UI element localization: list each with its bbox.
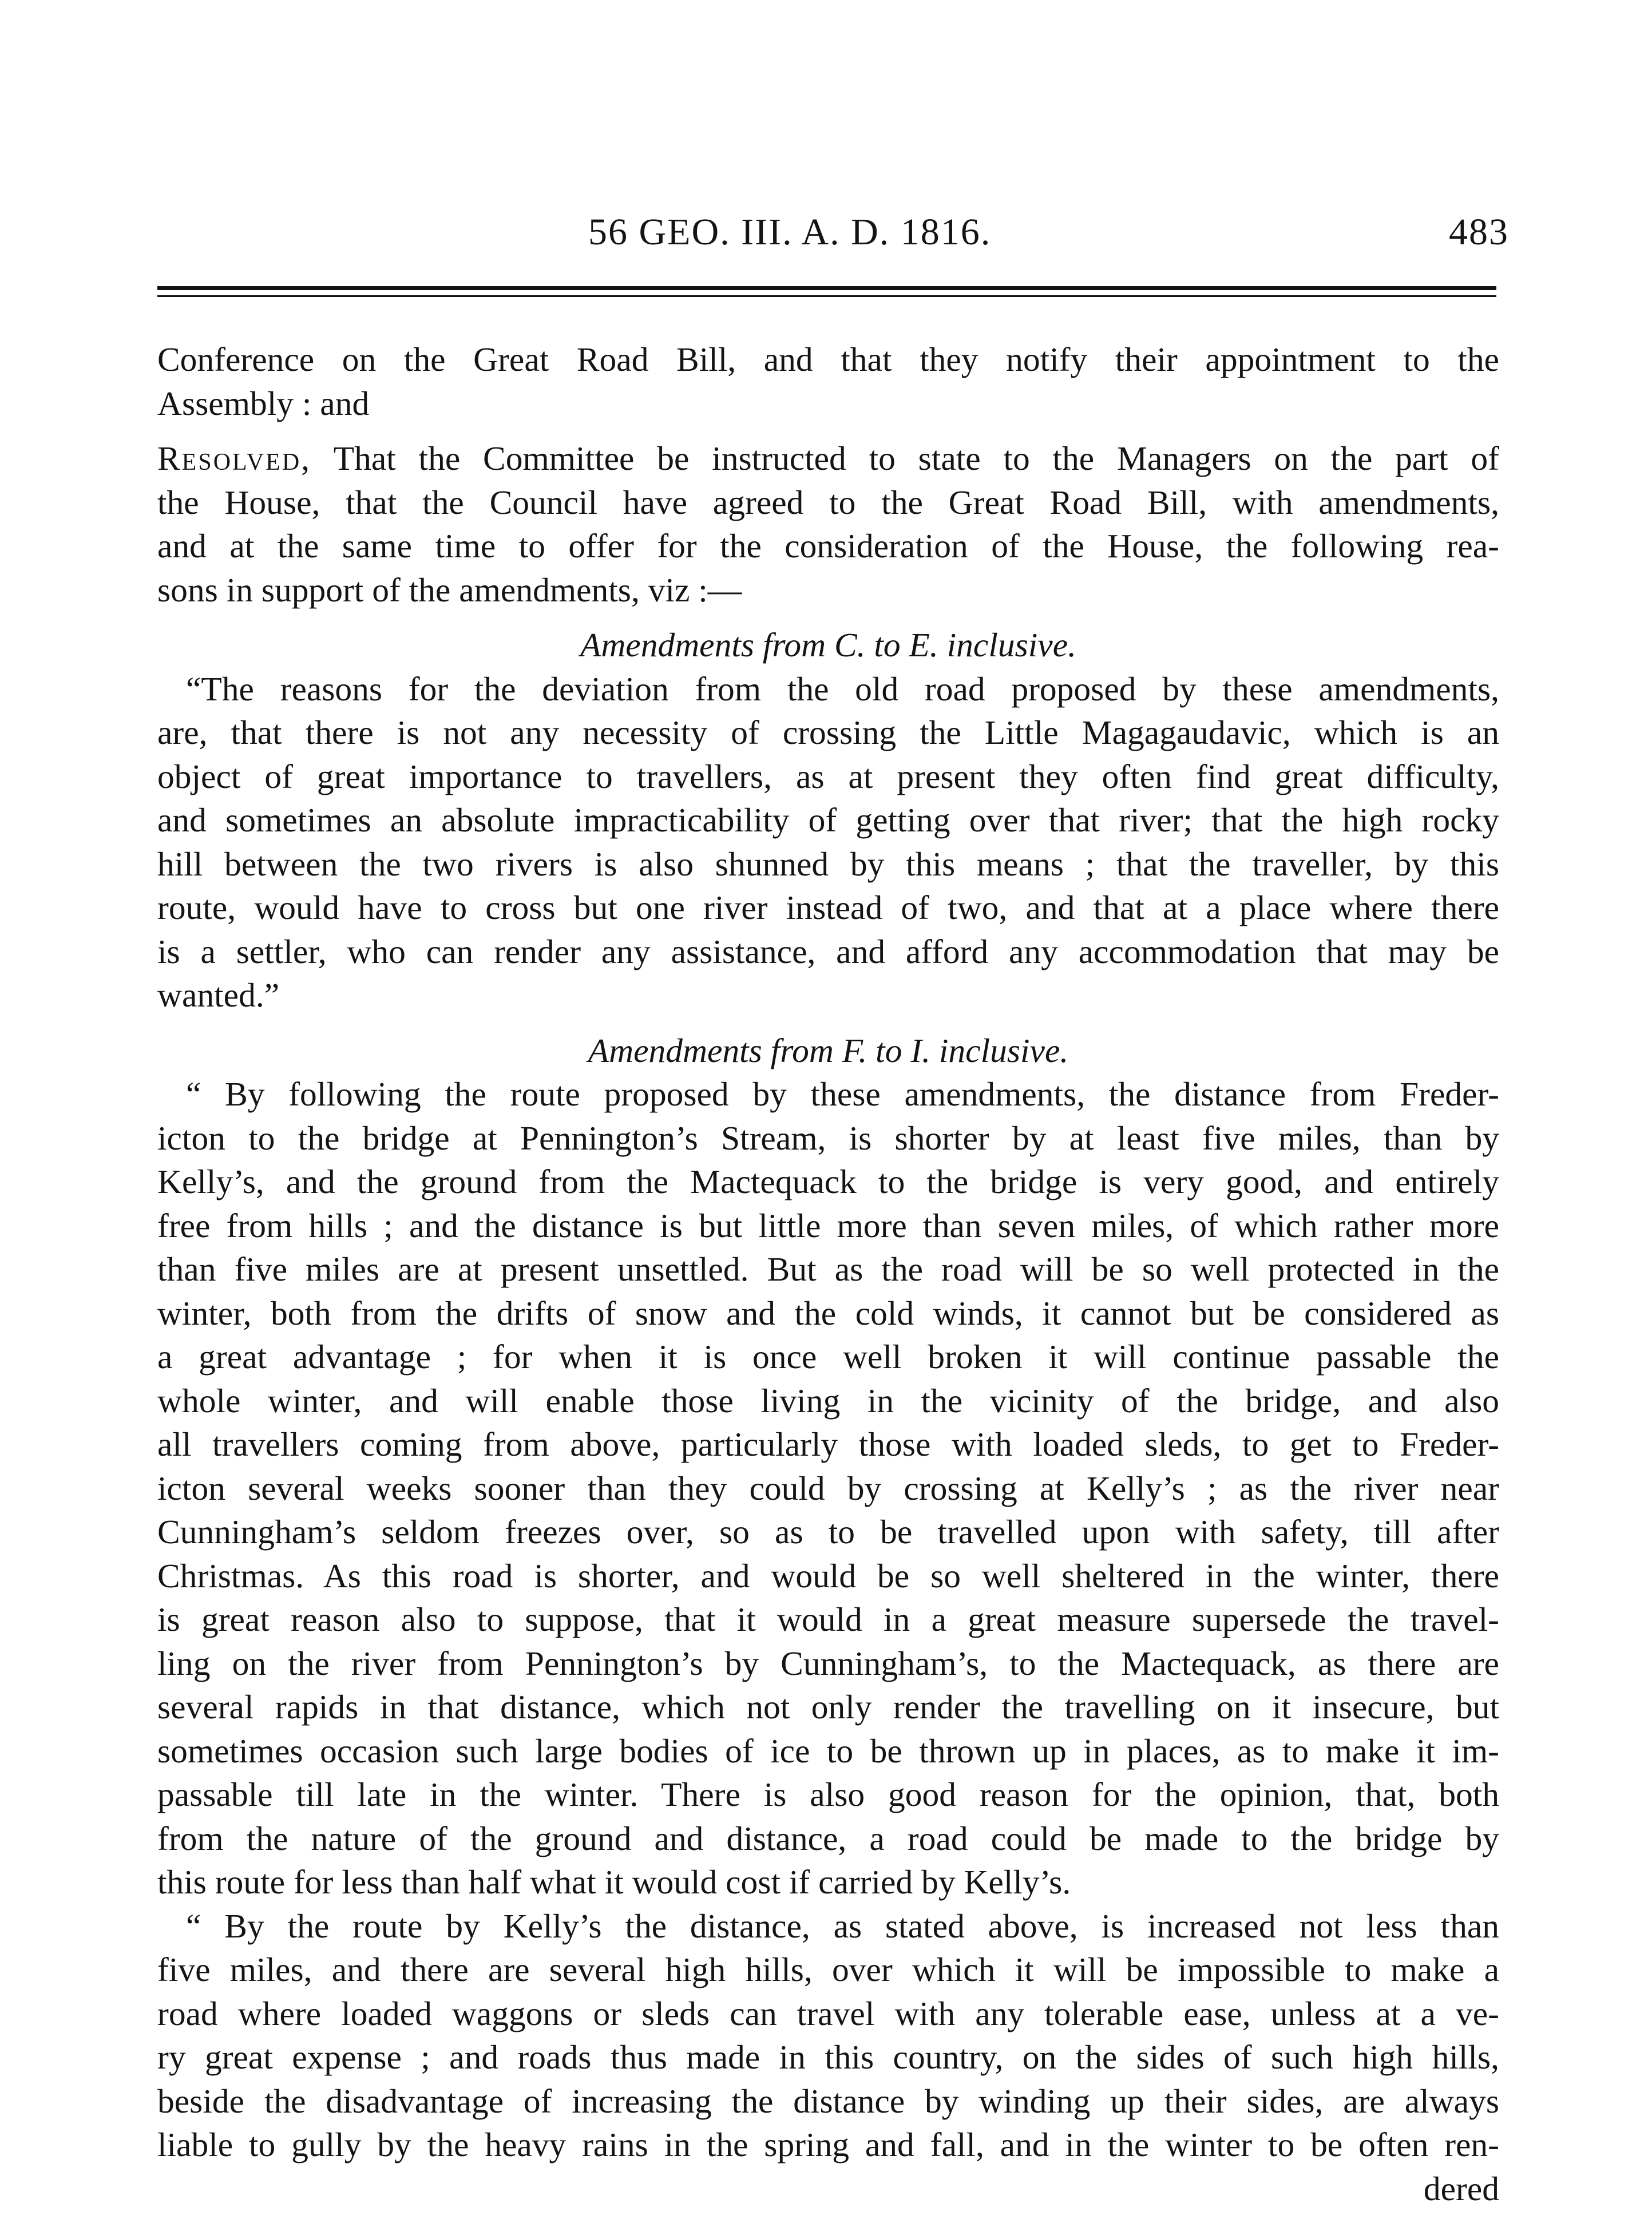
paragraph-reasons-c-to-e [157, 667, 1499, 1017]
text-line: are, that there is not any necessity of crossing the Little Magagaudavic, which is an [157, 714, 1499, 751]
text-line: sometimes occasion such large bodies of ice to be thrown up in places, as to make it im- [157, 1731, 1499, 1770]
text-line [157, 437, 1499, 481]
text-line: and at the same time to offer for the consideration of the House, the following rea- [157, 527, 1499, 565]
text-line: several rapids in that distance, which not only render the travelling on it insecure, but [157, 1688, 1499, 1726]
text-line: hill between the two rivers is also shunned by this means ; that the traveller, by this [157, 845, 1499, 883]
text-line: all travellers coming from above, particularly those with loaded sleds, to get to Freder- [157, 1425, 1499, 1463]
header-title: 56 GEO. III. A. D. 1816. [588, 211, 992, 253]
text-line: and sometimes an absolute impracticability of getting over that river; that the high rocky [157, 801, 1499, 839]
text-line: Christmas. As this road is shorter, and would be so well sheltered in the winter, there [157, 1556, 1499, 1595]
catchword: dered [1423, 2169, 1499, 2208]
text-line: road where loaded waggons or sleds can travel with any tolerable ease, unless at a ve- [157, 1994, 1499, 2032]
page-body [157, 338, 1499, 2210]
text-line: this route for less than half what it would cost if carried by Kelly’s. [157, 1863, 1071, 1901]
text-line: “ By the route by Kelly’s the distance, as stated above, is increased not less than [186, 1907, 1499, 1945]
section-heading-c-to-e: Amendments from C. to E. inclusive. [580, 626, 1077, 664]
text-line: is great reason also to suppose, that it would in a great measure supersede the travel- [157, 1600, 1499, 1638]
text-line: icton to the bridge at Pennington’s Stream, is shorter by at least five miles, than by [157, 1119, 1499, 1157]
paragraph-conference [157, 338, 1499, 425]
paragraph-resolved [157, 437, 1499, 612]
text-line: from the nature of the ground and distance, a road could be made to the bridge by [157, 1819, 1499, 1857]
text-line: sons in support of the amendments, viz :— [157, 570, 742, 609]
text-line: passable till late in the winter. There is also good reason for the opinion, that, both [157, 1776, 1499, 1813]
paragraph-reasons-f-to-i [157, 1072, 1499, 1904]
text-fragment: That the Committee be instructed to state to the Managers on the part of [311, 439, 1499, 477]
paragraph-kellys-route [157, 1904, 1499, 2167]
text-line: Assembly : and [157, 384, 370, 422]
text-line: “The reasons for the deviation from the old road proposed by these amendments, [186, 669, 1499, 708]
section-heading-f-to-i: Amendments from F. to I. inclusive. [588, 1031, 1069, 1069]
text-line: route, would have to cross but one river instead of two, and that at a place where there [157, 889, 1499, 926]
text-line: “ By following the route proposed by these amendments, the distance from Freder- [186, 1075, 1499, 1113]
text-line: wanted.” [157, 976, 280, 1014]
text-line: object of great importance to travellers, as at present they often find great difficulty, [157, 757, 1499, 795]
text-line: Conference on the Great Road Bill, and that they notify their appointment to the [157, 340, 1499, 378]
resolved-lead: Resolved, [157, 439, 312, 477]
text-line: icton several weeks sooner than they could by crossing at Kelly’s ; as the river near [157, 1469, 1499, 1507]
text-line: a great advantage ; for when it is once well broken it will continue passable the [157, 1338, 1499, 1376]
page-number: 483 [1449, 211, 1509, 253]
text-line: the House, that the Council have agreed to the Great Road Bill, with amendments, [157, 483, 1499, 521]
text-line: liable to gully by the heavy rains in the spring and fall, and in the winter to be often ren- [157, 2126, 1499, 2163]
text-line: Cunningham’s seldom freezes over, so as to be travelled upon with safety, till after [157, 1513, 1499, 1551]
header-rule-thick [157, 286, 1496, 290]
text-line: beside the disadvantage of increasing the distance by winding up their sides, are always [157, 2082, 1499, 2120]
text-line: five miles, and there are several high hills, over which it will be impossible to make a [157, 1951, 1499, 1988]
text-line: Kelly’s, and the ground from the Mactequack to the bridge is very good, and entirely [157, 1163, 1499, 1200]
header-rule-thin [157, 295, 1496, 297]
running-header [154, 211, 1509, 256]
text-line: winter, both from the drifts of snow and the cold winds, it cannot but be considered as [157, 1294, 1499, 1332]
text-line: ry great expense ; and roads thus made in this country, on the sides of such high hills, [157, 2038, 1499, 2076]
text-line: is a settler, who can render any assistance, and afford any accommodation that may be [157, 932, 1499, 970]
text-line: free from hills ; and the distance is but little more than seven miles, of which rather more [157, 1206, 1499, 1245]
text-line: whole winter, and will enable those living in the vicinity of the bridge, and also [157, 1381, 1499, 1420]
text-line: ling on the river from Pennington’s by Cunningham’s, to the Mactequack, as there are [157, 1644, 1499, 1682]
text-line: than five miles are at present unsettled. But as the road will be so well protected in the [157, 1250, 1499, 1288]
